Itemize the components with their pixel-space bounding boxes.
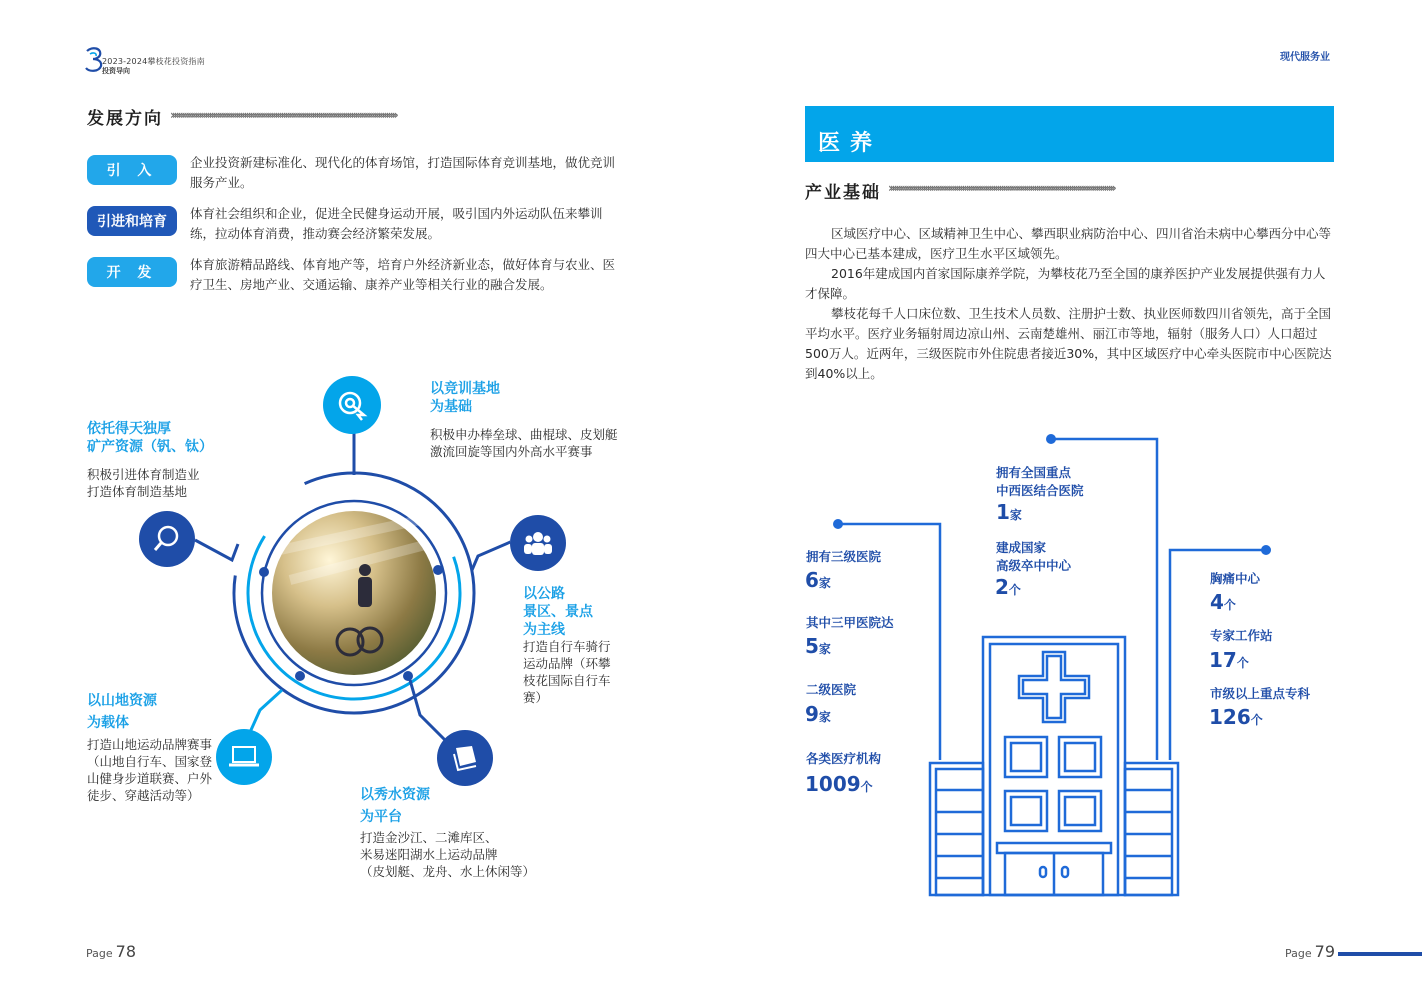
- section-label: 现代服务业: [1280, 52, 1330, 63]
- page-number-right: [1285, 942, 1335, 961]
- direction-pill-cultivate: 引进和培育: [87, 206, 177, 236]
- stat-number: 17: [1209, 648, 1237, 672]
- stat-unit: 个: [1008, 583, 1021, 597]
- node-desc-minerals: 积极引进体育制造业 打造体育制造基地: [87, 467, 200, 499]
- page-accent-bar: [1338, 952, 1422, 956]
- node-title-roads: 以公路 景区、景点 为主线: [523, 586, 593, 638]
- page-value: 78: [115, 942, 136, 961]
- banner-title: 医养: [818, 131, 883, 156]
- section-title-direction: 发展方向: [87, 109, 163, 129]
- stat-value-grade-a: [805, 634, 831, 658]
- stat-unit: 个: [1236, 656, 1249, 670]
- node-title-minerals: 依托得天独厚 矿产资源（钒、钛）: [87, 421, 213, 455]
- stat-unit: 个: [860, 780, 873, 794]
- section-title-foundation: 产业基础: [805, 183, 881, 203]
- stat-number: 5: [805, 634, 819, 658]
- stat-number: 6: [805, 568, 819, 592]
- stat-value-integrated-hospital: [996, 500, 1022, 524]
- direction-text-develop: 体育旅游精品路线、体育地产等，培育户外经济新业态，做好体育与农业、医疗卫生、房地产业、交通运输、康养产业等相关行业的融合发展。: [190, 257, 616, 292]
- stat-label-tertiary-hospitals: 拥有三级医院: [806, 549, 882, 564]
- stat-label-secondary-hospitals: 二级医院: [806, 682, 857, 697]
- stat-label-expert-station: 专家工作站: [1210, 628, 1273, 643]
- chevron-divider: ››››››››››››››››››››››››››››››››››››››››››››››››››››››››››››››››››››››››››››››››››››››››››››››››››››››››››››››››››››: [170, 108, 396, 122]
- stat-label-grade-a: 其中三甲医院达: [806, 615, 894, 630]
- node-title-waters: 以秀水资源 为平台: [360, 787, 430, 825]
- stat-unit: 家: [818, 576, 831, 590]
- stat-value-chest-pain: [1210, 590, 1236, 614]
- stat-label-integrated-hospital: 拥有全国重点 中西医结合医院: [996, 465, 1084, 498]
- node-desc-waters: 打造金沙江、二滩库区、 米易迷阳湖水上运动品牌 （皮划艇、龙舟、水上休闲等）: [360, 830, 536, 879]
- logo-subtitle: 投资导向: [102, 67, 130, 75]
- stat-unit: 家: [1009, 508, 1022, 522]
- target-cursor-icon: [323, 376, 381, 434]
- direction-text-introduce: 企业投资新建标准化、现代化的体育场馆，打造国际体育竞训基地，做优竞训服务产业。: [190, 155, 616, 190]
- book-icon: [437, 730, 493, 786]
- stat-value-secondary-hospitals: [805, 702, 831, 726]
- stat-number: 126: [1209, 705, 1251, 729]
- node-title-training: 以竞训基地 为基础: [430, 381, 500, 415]
- direction-pill-develop: 开 发: [87, 257, 177, 287]
- stat-number: 1: [996, 500, 1010, 524]
- title-banner: [805, 106, 1334, 162]
- stat-unit: 家: [818, 642, 831, 656]
- stat-number: 9: [805, 702, 819, 726]
- node-desc-training: 积极申办棒垒球、曲棍球、皮划艇激流回旋等国内外高水平赛事: [430, 427, 618, 459]
- stat-label-medical-institutions: 各类医疗机构: [806, 751, 882, 766]
- stat-value-stroke-center: [995, 575, 1021, 599]
- node-desc-mountains: 打造山地运动品牌赛事（山地自行车、国家登山健身步道联赛、户外徒步、穿越活动等）: [87, 737, 213, 803]
- chevron-divider: ››››››››››››››››››››››››››››››››››››››››››››››››››››››››››››››››››››››››››››››››››››››››››››››››››››››››››››››››››››: [888, 181, 1114, 195]
- stat-label-stroke-center: 建成国家 高级卒中中心: [996, 540, 1072, 573]
- stat-value-tertiary-hospitals: [805, 568, 831, 592]
- page-number-left: [86, 942, 136, 961]
- page-value: 79: [1314, 942, 1335, 961]
- magnifier-icon: [139, 511, 195, 567]
- node-title-mountains: 以山地资源 为载体: [87, 693, 157, 731]
- people-icon: [510, 515, 566, 571]
- stat-value-key-specialty: [1209, 705, 1263, 729]
- stat-label-chest-pain: 胸痛中心: [1210, 571, 1261, 586]
- stat-value-medical-institutions: [805, 772, 873, 796]
- stat-value-expert-station: [1209, 648, 1249, 672]
- logo-title: 2023-2024攀枝花投资指南: [102, 57, 205, 66]
- direction-pill-introduce: 引 入: [87, 155, 177, 185]
- direction-text-cultivate: 体育社会组织和企业，促进全民健身运动开展，吸引国内外运动队伍来攀训练，拉动体育消费，推动赛会经济繁荣发展。: [190, 206, 603, 241]
- laptop-icon: [216, 729, 272, 785]
- stat-unit: 个: [1223, 598, 1236, 612]
- page-prefix: Page: [1285, 947, 1312, 960]
- stat-number: 1009: [805, 772, 861, 796]
- stat-number: 4: [1210, 590, 1224, 614]
- paragraph-2: 2016年建成国内首家国际康养学院，为攀枝花乃至全国的康养医护产业发展提供强有力人才保障。: [805, 266, 1326, 301]
- node-desc-roads: 打造自行车骑行运动品牌（环攀枝花国际自行车赛）: [523, 639, 611, 705]
- hospital-illustration: [800, 430, 1280, 910]
- stat-unit: 家: [818, 710, 831, 724]
- stat-number: 2: [995, 575, 1009, 599]
- page-prefix: Page: [86, 947, 113, 960]
- paragraph-1: 区域医疗中心、区域精神卫生中心、攀西职业病防治中心、四川省治未病中心攀西分中心等四大中心已基本建成，医疗卫生水平区域领先。: [805, 226, 1332, 261]
- paragraph-3: 攀枝花每千人口床位数、卫生技术人员数、注册护士数、执业医师数四川省领先，高于全国平均水平。医疗业务辐射周边凉山州、云南楚雄州、丽江市等地，辐射（服务人口）人口超过500万人。近两年，三级医院市外住院患者接近30%，其中区域医疗中心牵头医院市中心医院达到40%以上。: [805, 306, 1332, 381]
- stat-label-key-specialty: 市级以上重点专科: [1210, 686, 1311, 701]
- stat-unit: 个: [1250, 713, 1263, 727]
